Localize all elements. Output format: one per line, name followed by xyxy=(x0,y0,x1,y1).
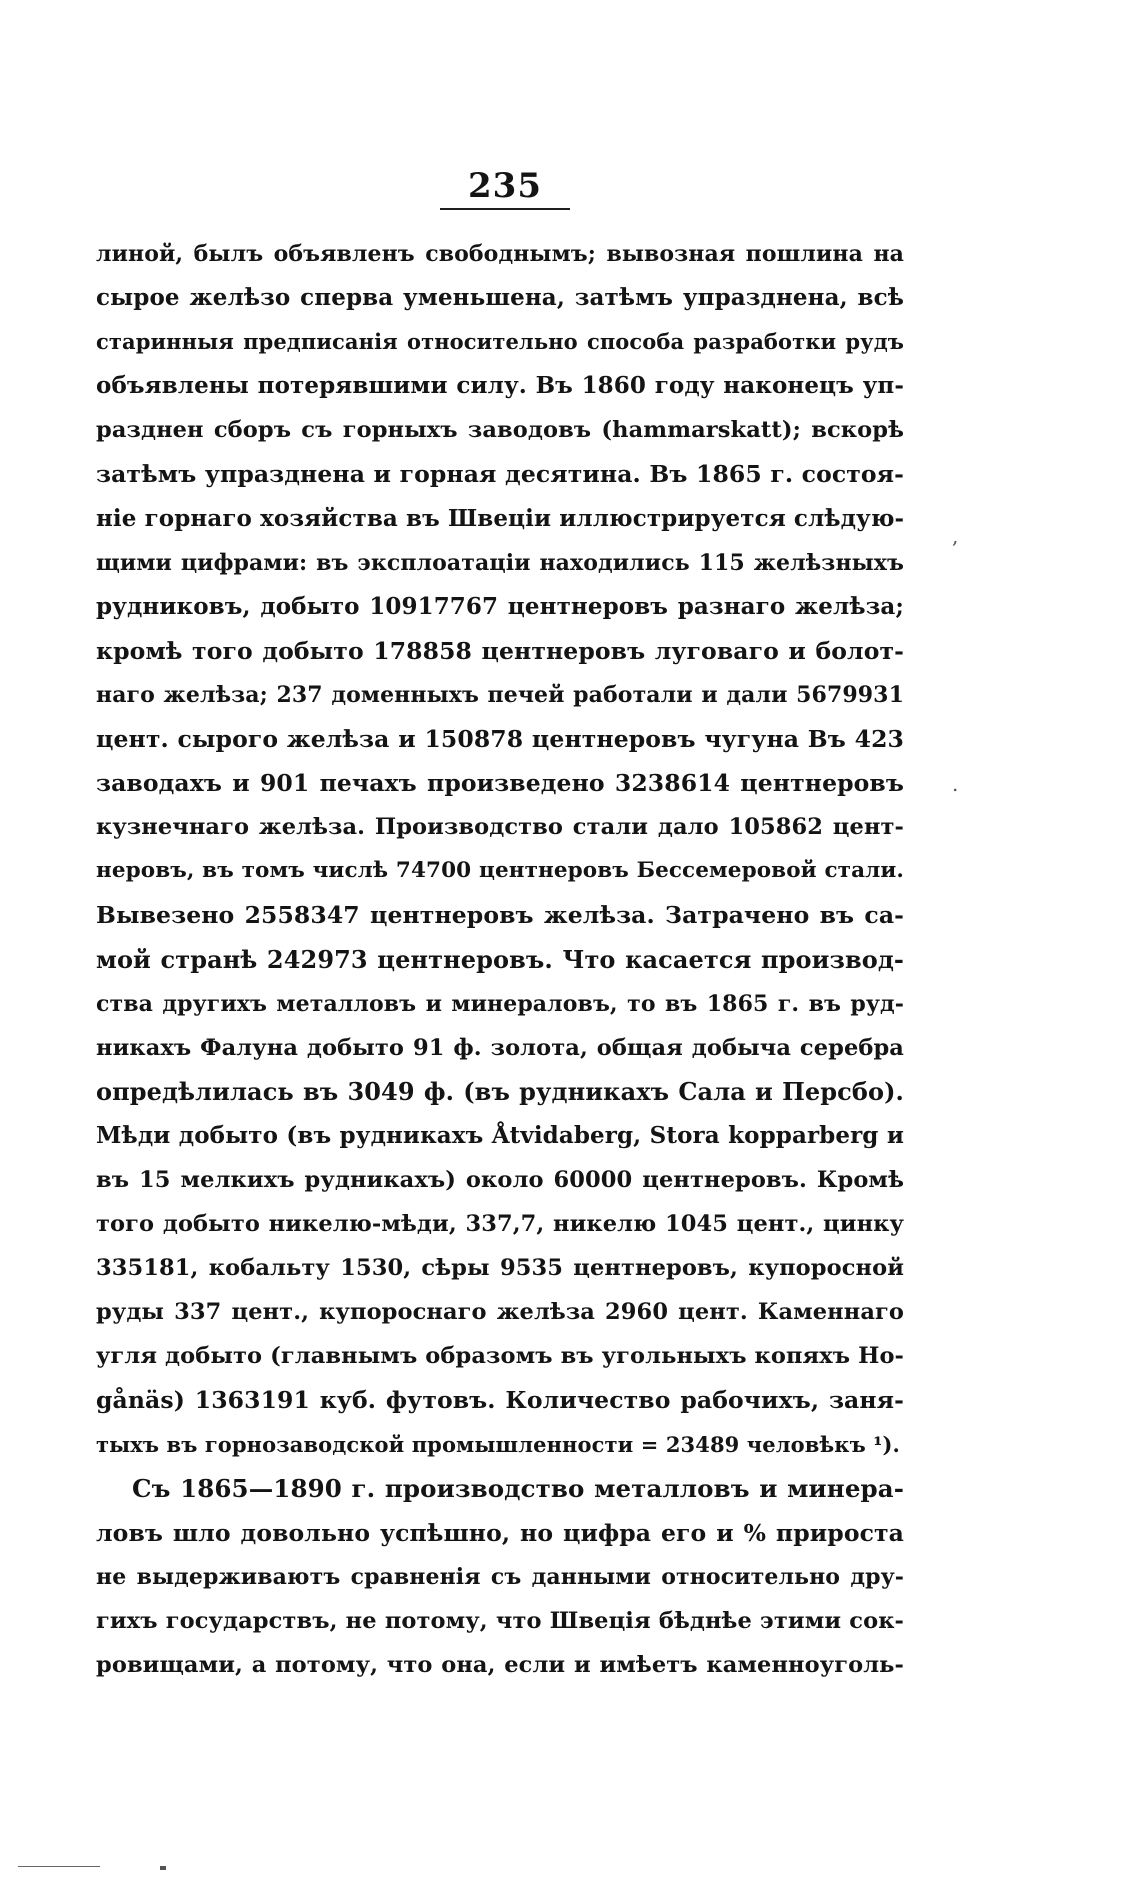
text-line: Вывезено 2558347 центнеровъ желѣза. Затрачено въ са- xyxy=(96,901,904,930)
text-line: никахъ Фалуна добыто 91 ф. золота, общая добыча серебра xyxy=(96,1034,904,1061)
text-line: угля добыто (главнымъ образомъ въ угольныхъ копяхъ Ho- xyxy=(96,1343,904,1370)
text-line: руды 337 цент., купороснаго желѣза 2960 цент. Каменнаго xyxy=(96,1299,904,1326)
text-line: разднен сборъ съ горныхъ заводовъ (hammarskatt); вскорѣ xyxy=(96,417,904,444)
scan-artifact-line xyxy=(18,1866,100,1867)
text-line: гихъ государствъ, не потому, что Швеція бѣднѣе этими сок- xyxy=(96,1607,904,1634)
text-line: затѣмъ упразднена и горная десятина. Въ 1865 г. состоя- xyxy=(96,460,904,489)
text-line: мой странѣ 242973 центнеровъ. Что касается производ- xyxy=(96,944,904,974)
text-line: 335181, кобальту 1530, сѣры 9535 центнеровъ, купоросной xyxy=(96,1255,904,1282)
text-line: ства другихъ металловъ и минераловъ, то въ 1865 г. въ руд- xyxy=(96,990,904,1017)
text-line: заводахъ и 901 печахъ произведено 3238614 центнеровъ xyxy=(96,769,904,798)
text-line: неровъ, въ томъ числѣ 74700 центнеровъ Бессемеровой стали. xyxy=(96,858,904,884)
text-line: объявлены потерявшими силу. Въ 1860 году наконецъ уп- xyxy=(96,372,904,400)
margin-comma-mark: , xyxy=(952,524,959,548)
text-line: сырое желѣзо сперва уменьшена, затѣмъ упразднена, всѣ xyxy=(96,284,904,312)
text-line: Мѣди добыто (въ рудникахъ Åtvidaberg, Stora kopparberg и xyxy=(96,1121,904,1149)
body-text xyxy=(96,232,904,1687)
text-line: gånäs) 1363191 куб. футовъ. Количество рабочихъ, заня- xyxy=(96,1386,904,1415)
page-number-rule xyxy=(440,208,570,210)
text-line: въ 15 мелкихъ рудникахъ) около 60000 центнеровъ. Кромѣ xyxy=(96,1166,904,1193)
scan-artifact-dot xyxy=(160,1866,166,1870)
text-line: тыхъ въ горнозаводской промышленности = 23489 человѣкъ ¹). xyxy=(96,1431,900,1457)
text-line: ніе горнаго хозяйства въ Швеціи иллюстрируется слѣдую- xyxy=(96,504,905,532)
text-line: кромѣ того добыто 178858 центнеровъ луговаго и болот- xyxy=(96,636,904,665)
text-line: того добыто никелю-мѣди, 337,7, никелю 1045 цент., цинку xyxy=(96,1211,904,1238)
text-line: опредѣлилась въ 3049 ф. (въ рудникахъ Сала и Персбо). xyxy=(96,1076,904,1106)
text-line: кузнечнаго желѣза. Производство стали дало 105862 цент- xyxy=(96,814,904,841)
text-line: старинныя предписанія относительно способа разработки рудъ xyxy=(96,329,904,355)
text-line: не выдерживаютъ сравненія съ данными относительно дру- xyxy=(96,1563,904,1590)
margin-dot-mark: . xyxy=(952,772,959,796)
text-line: цент. сырого желѣза и 150878 центнеровъ чугуна Въ 423 xyxy=(96,725,904,754)
text-line: щими цифрами: въ эксплоатаціи находились 115 желѣзныхъ xyxy=(96,549,904,576)
text-line: линой, былъ объявленъ свободнымъ; вывозная пошлина на xyxy=(96,241,904,267)
text-line: наго желѣза; 237 доменныхъ печей работали и дали 5679931 xyxy=(96,681,904,708)
paragraph-start-line: Съ 1865—1890 г. производство металловъ и минера- xyxy=(132,1473,904,1503)
page-number: 235 xyxy=(468,166,542,206)
text-line: рудниковъ, добыто 10917767 центнеровъ разнаго желѣза; xyxy=(96,592,904,620)
text-line: ровищами, а потому, что она, если и имѣетъ каменноуголь- xyxy=(96,1652,904,1678)
text-line: ловъ шло довольно успѣшно, но цифра его и % прироста xyxy=(96,1518,904,1547)
